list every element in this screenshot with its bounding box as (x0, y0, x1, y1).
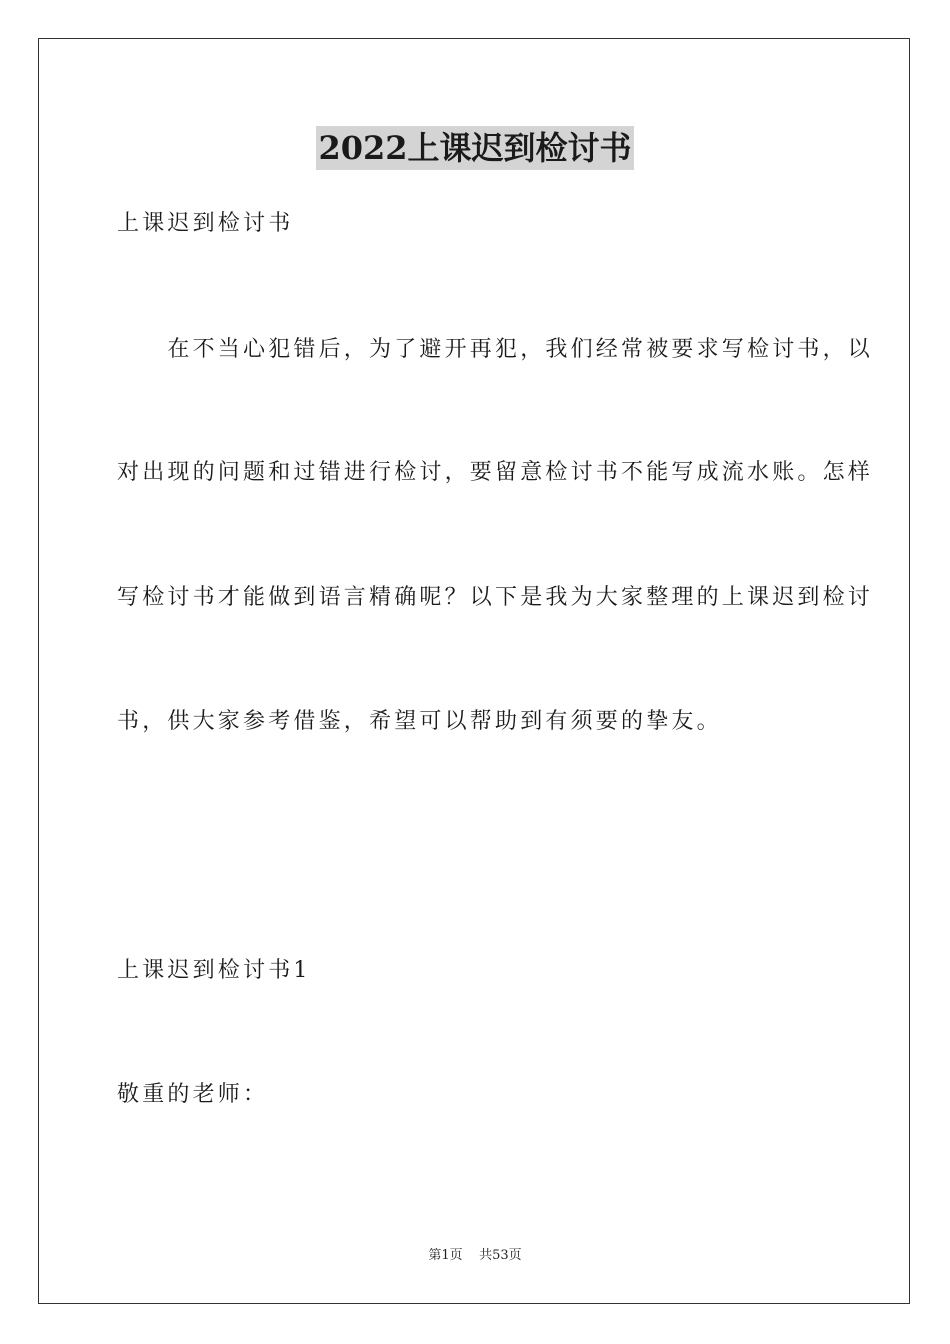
paragraph-line-4: 书，供大家参考借鉴，希望可以帮助到有须要的挚友。 (117, 709, 722, 734)
page-footer (0, 1246, 950, 1266)
paragraph-line-3: 写检讨书才能做到语言精确呢？以下是我为大家整理的上课迟到检讨 (117, 585, 874, 610)
document-subtitle: 上课迟到检讨书 (117, 211, 294, 236)
salutation: 敬重的老师： (117, 1082, 269, 1107)
document-title: 2022上课迟到检讨书 (316, 126, 633, 170)
title-container (0, 126, 950, 170)
page-total: 共53页 (479, 1248, 522, 1263)
section-heading: 上课迟到检讨书1 (117, 958, 311, 983)
page-number: 第1页 (428, 1248, 463, 1263)
paragraph-line-2: 对出现的问题和过错进行检讨，要留意检讨书不能写成流水账。怎样 (117, 460, 874, 485)
paragraph-line-1: 在不当心犯错后，为了避开再犯，我们经常被要求写检讨书，以 (117, 337, 874, 362)
